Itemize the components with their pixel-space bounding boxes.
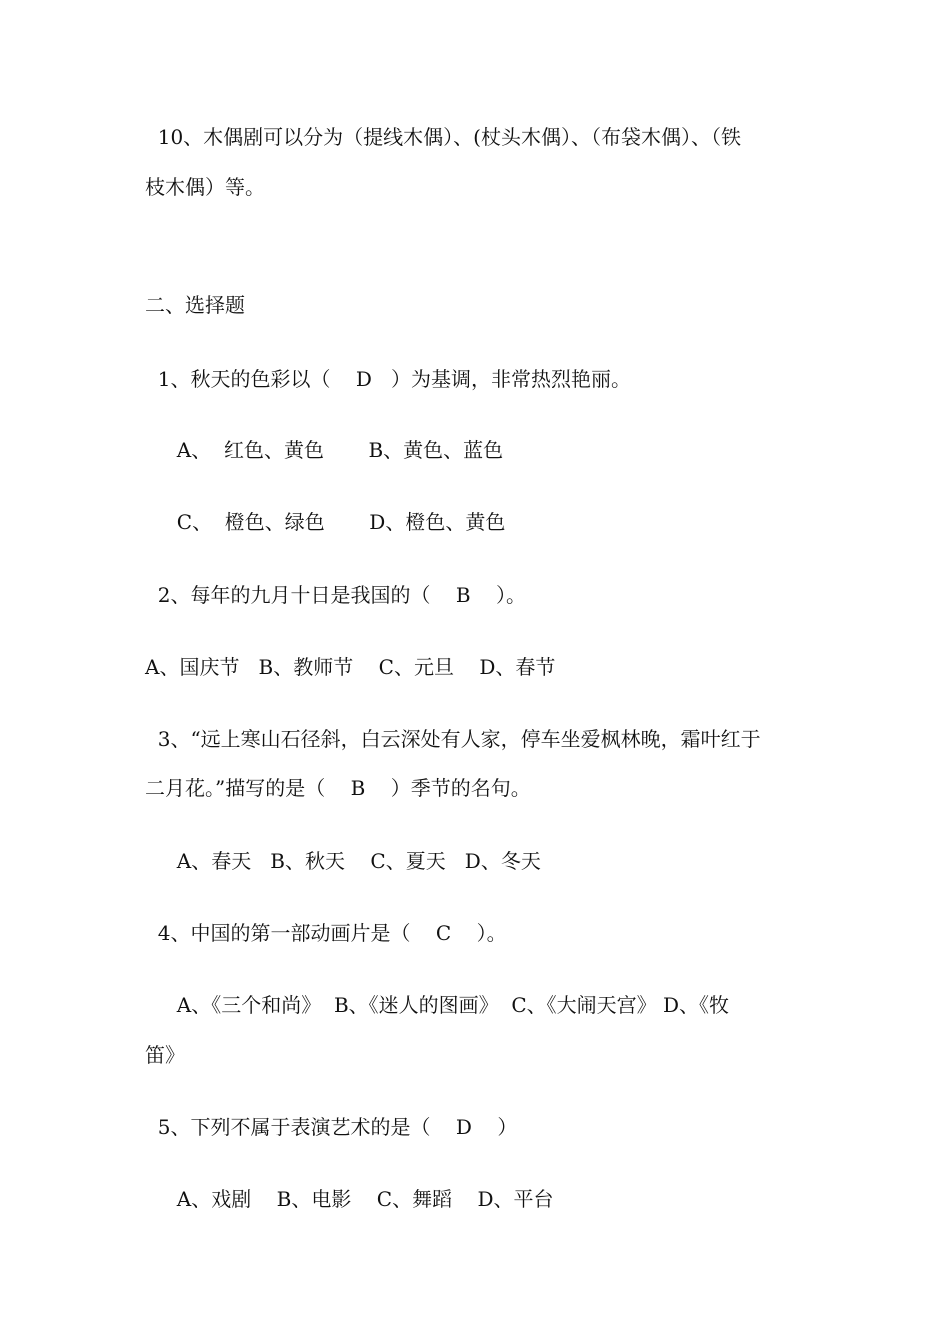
- question-4-stem: 4、中国的第一部动画片是（ C ）。: [145, 921, 507, 945]
- question-4-options-line-2: 笛》: [145, 1043, 185, 1067]
- question-5-stem: 5、下列不属于表演艺术的是（ D ）: [145, 1115, 518, 1139]
- question-5-options: A、戏剧 B、电影 C、舞蹈 D、平台: [145, 1187, 554, 1211]
- section-heading-choice: 二、选择题: [145, 293, 245, 317]
- question-2-stem: 2、每年的九月十日是我国的（ B ）。: [145, 583, 526, 607]
- question-4-options-line-1: A、《三个和尚》 B、《迷人的图画》 C、《大闹天宫》 D、《牧: [145, 993, 730, 1017]
- question-3-stem-line-2: 二月花。”描写的是（ B ）季节的名句。: [145, 776, 531, 800]
- fill-in-question-10-line-1: 10、木偶剧可以分为（提线木偶）、(杖头木偶）、（布袋木偶）、（铁: [145, 125, 741, 149]
- question-1-options-ab: A、 红色、黄色 B、黄色、蓝色: [145, 438, 504, 462]
- question-1-stem: 1、秋天的色彩以（ D ）为基调，非常热烈艳丽。: [145, 367, 631, 391]
- fill-in-question-10-line-2: 枝木偶）等。: [145, 175, 265, 199]
- question-3-options: A、春天 B、秋天 C、夏天 D、冬天: [145, 849, 541, 873]
- question-3-stem-line-1: 3、“远上寒山石径斜，白云深处有人家，停车坐爱枫林晚，霜叶红于: [145, 727, 761, 751]
- question-2-options: A、国庆节 B、教师节 C、元旦 D、春节: [145, 655, 556, 679]
- question-1-options-cd: C、 橙色、绿色 D、橙色、黄色: [145, 510, 506, 534]
